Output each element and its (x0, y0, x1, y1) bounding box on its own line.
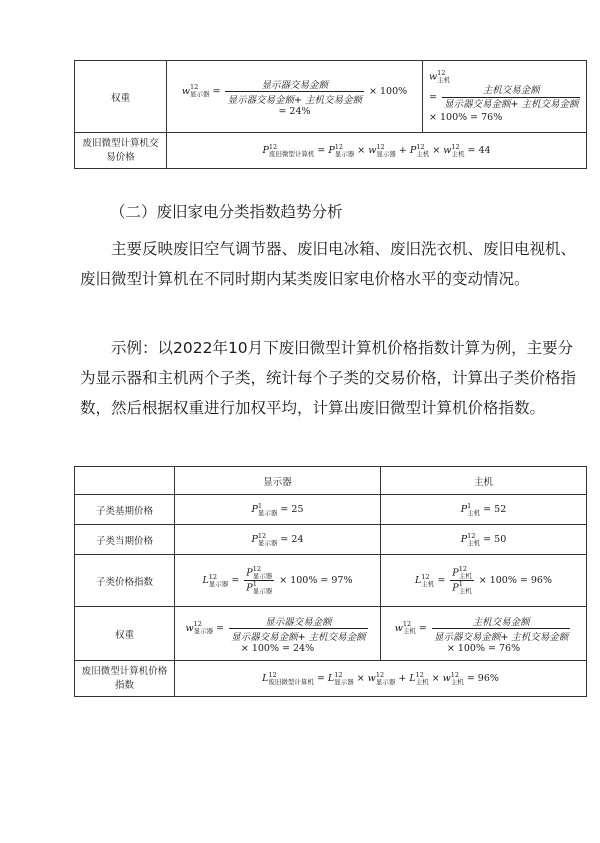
weight-host-cell (423, 61, 587, 133)
price-label: 废旧微型计算机交易价格 (82, 137, 159, 163)
weight-label: 权重 (110, 92, 130, 104)
header-empty-cell (75, 467, 175, 495)
header-display: 显示器 (175, 467, 381, 495)
row-base-label: 子类基期价格 (75, 495, 175, 525)
index-table-bottom (74, 466, 587, 697)
weight-display-formula: w12 显示器 = $\frac{\text{显示器交易金额}}{\text{显示器交易金额+ 主机交易金额}}$ × 100% = 24% (182, 86, 407, 117)
index-display-cell: L12 显示器 = P12 显示器 P1 显示器 × 100% = 97% (175, 555, 381, 607)
index-host-cell: L12 主机 = P12 主机 P1 主机 × 100% = 96% (381, 555, 587, 607)
weight-label-cell (75, 61, 167, 133)
header-host: 主机 (381, 467, 587, 495)
row-current-label: 子类当期价格 (75, 525, 175, 555)
price-label-cell (75, 133, 167, 169)
current-display-cell: P12 显示器 = 24 (175, 525, 381, 555)
weight-host-cell-bottom: w12 主机 = $\frac{\text{主机交易金额}}{\text{显示器交易金额+ 主机交易金额}}$ × 100% = 76% (381, 607, 587, 661)
current-host-cell: P12 主机 = 50 (381, 525, 587, 555)
weights-table-top (74, 60, 587, 169)
row-weight-label: 权重 (75, 607, 175, 661)
paragraph-description: 主要反映废旧空气调节器、废旧电冰箱、废旧洗衣机、废旧电视机、废旧微型计算机在不同时期内某类废旧家电价格水平的变动情况。 (80, 240, 577, 288)
weight-display-cell (167, 61, 423, 133)
paragraph-example: 示例：以2022年10月下废旧微型计算机价格指数计算为例，主要分为显示器和主机两个子类，统计每个子类的交易价格，计算出子类价格指数，然后根据权重进行加权平均，计算出废旧微型计算机价格指数。 (80, 339, 577, 417)
base-host-cell: P1 主机 = 52 (381, 495, 587, 525)
section-heading: （二）废旧家电分类指数趋势分析 (110, 203, 343, 221)
price-formula-cell (167, 133, 587, 169)
final-formula-cell: L12 废旧微型计算机 = L12 显示器 × w12 显示器 + L12 主机 × w12 主机 = 96% (175, 661, 587, 697)
row-final-label: 废旧微型计算机价格指数 (75, 661, 175, 697)
weight-host-formula: w12 主机 = $\frac{\text{主机交易金额}}{\text{显示器交易金额+ 主机交易金额}}$ × 100% = 76% (429, 68, 579, 123)
weight-display-cell-bottom: w12 显示器 = $\frac{\text{显示器交易金额}}{\text{显示器交易金额+ 主机交易金额}}$ × 100% = 24% (175, 607, 381, 661)
price-formula: P12 废旧微型计算机 = P12 显示器 × w12 显示器 + P12 主机 × w12 主机 = 44 (262, 142, 491, 158)
row-index-label: 子类价格指数 (75, 555, 175, 607)
base-display-cell: P1 显示器 = 25 (175, 495, 381, 525)
